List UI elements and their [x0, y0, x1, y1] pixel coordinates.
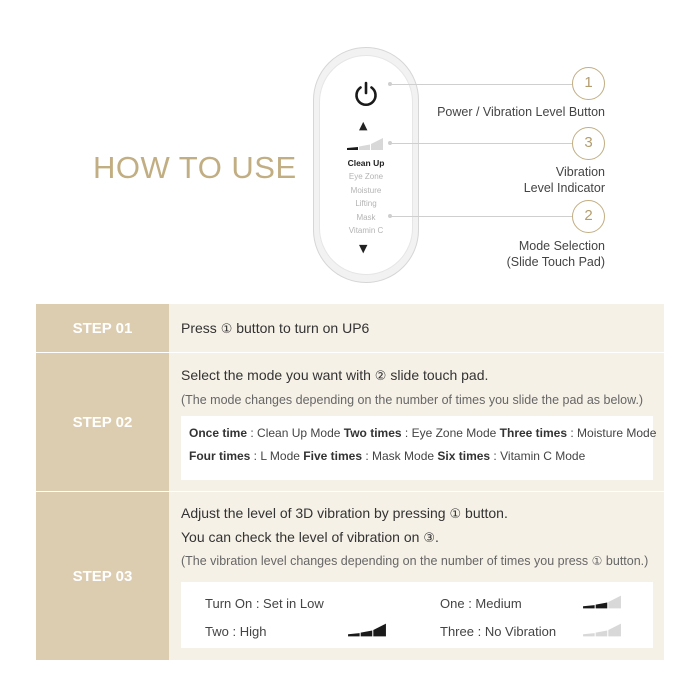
vibration-level-item: Turn On : Set in Low: [205, 596, 324, 611]
level-indicator-icon: [582, 594, 622, 610]
step-02-row: [36, 353, 664, 491]
vibration-level-item: One : Medium: [440, 596, 522, 611]
level-bar-segment: [608, 624, 621, 637]
steps-table: [36, 304, 664, 660]
mode-sequence-line-1: Once time : Clean Up Mode Two times : Eye Zone Mode Three times : Moisture Mode: [189, 426, 657, 440]
level-bar-segment: [583, 605, 595, 608]
page-title: HOW TO USE: [93, 150, 297, 185]
mode-sequence-line-2: Four times : L Mode Five times : Mask Mode Six times : Vitamin C Mode: [189, 449, 586, 463]
step-03-text-2: You can check the level of vibration on ③.: [181, 529, 439, 546]
level-indicator-icon: [582, 622, 622, 638]
level-bar-segment: [596, 631, 608, 637]
mode-vitamin-c: Vitamin C: [348, 226, 384, 236]
up-arrow-icon: ▲: [359, 119, 368, 132]
step-03-label: STEP 03: [36, 492, 169, 660]
level-bar-segment: [608, 596, 621, 609]
callout-line: [390, 84, 573, 85]
level-bar-segment: [361, 631, 373, 637]
callout-label-mode: Mode Selection (Slide Touch Pad): [506, 239, 605, 269]
step-03-row: [36, 492, 664, 660]
mode-clean-up: Clean Up: [347, 158, 385, 168]
vibration-level-item: Three : No Vibration: [440, 624, 557, 639]
level-bar-segment: [583, 633, 595, 636]
step-03-content: [181, 502, 656, 570]
step-02-content: [181, 364, 656, 409]
callout-number-1: 1: [572, 67, 605, 100]
level-bar-segment: [347, 147, 358, 150]
callout-label-vibration: Vibration Level Indicator: [523, 165, 605, 195]
callout-line: [390, 143, 573, 144]
power-icon[interactable]: [352, 80, 380, 108]
callout-number-2: 2: [572, 200, 605, 233]
step-02-note: (The mode changes depending on the number of times you slide the pad as below.): [181, 393, 644, 407]
device-mode-list[interactable]: [336, 157, 396, 237]
mode-mask: Mask: [356, 212, 376, 222]
vibration-level-item: Two : High: [205, 624, 267, 639]
level-bar-segment: [371, 138, 383, 150]
level-bar-segment: [359, 145, 370, 151]
step-02-text: Select the mode you want with ② slide touch pad.: [181, 367, 489, 384]
step-02-label: STEP 02: [36, 353, 169, 491]
callout-number-3: 3: [572, 127, 605, 160]
level-bar-segment: [596, 603, 608, 609]
vibration-levels-box: [181, 582, 653, 648]
step-01-text: Press ① button to turn on UP6: [181, 320, 370, 337]
down-arrow-icon: ▼: [359, 242, 368, 255]
callout-line: [390, 216, 573, 217]
mode-eye-zone: Eye Zone: [348, 172, 384, 182]
callout-label-power: Power / Vibration Level Button: [437, 105, 605, 119]
mode-moisture: Moisture: [350, 185, 382, 195]
level-bar-segment: [348, 633, 360, 636]
level-indicator-icon: [347, 622, 387, 638]
mode-lifting: Lifting: [355, 199, 377, 209]
step-01-label: STEP 01: [36, 304, 169, 352]
step-03-note: (The vibration level changes depending on the number of times you press ① button.): [181, 554, 649, 568]
step-01-row: [36, 304, 664, 352]
mode-sequence-box: [181, 416, 657, 480]
device-level-indicator: [346, 137, 384, 151]
level-bar-segment: [373, 624, 386, 637]
step-03-text-1: Adjust the level of 3D vibration by pressing ① button.: [181, 505, 508, 522]
